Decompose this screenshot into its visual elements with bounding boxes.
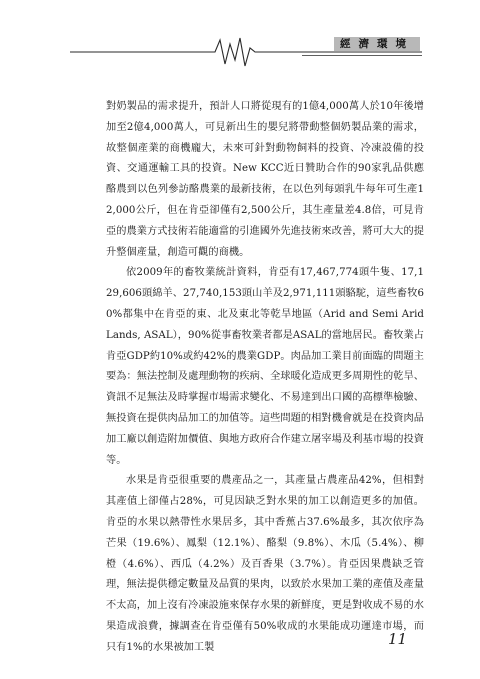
paragraph: 水果是肯亞很重要的農產品之一，其產量占農產品42%，但相對其產值上卻僅占28%，可見因缺乏對水果的加工以創造更多的加值。肯亞的水果以熱帶性水果居多，其中香蕉占37.6%最多，其次依序為芒果（19.6%）、鳳梨（12.1%）、酪梨（9.8%）、木瓜（5.4%）、柳橙（4.6%）、西瓜（4.2%）及百香果（3.7%）。肯亞因果農缺乏管理，無法提供穩定數量及品質的果肉，以致於水果加工業的產值及產量不太高，加上沒有冷凍設施來保存水果的新鮮度，更是對收成不易的水果造成浪費，據調查在肯亞僅有50%收成的水果能成功運達市場，而只有1%的水果被加工製 bbox=[106, 475, 424, 653]
paragraph: 對奶製品的需求提升，預計人口將從現有的1億4,000萬人於10年後增加至2億4,000萬人，可見新出生的嬰兒將帶動整個奶製品業的需求，故整個產業的商機龐大，未來可針對動物飼料的投資、冷凍設備的投資、交通運輸工具的投資。New KCC近日贊助合作的90家乳品供應酪農到以色列參訪酪農業的最新技術，在以色列每頭乳牛每年可生產12,000公斤，但在肯亞卻僅有2,500公斤，其生產量差4.8倍，可見肯亞的農業方式技術若能適當的引進國外先進技術來改善，將可大大的提升整個產量，創造可觀的商機。 bbox=[106, 101, 424, 258]
body-text bbox=[106, 97, 424, 659]
page-number: 11 bbox=[388, 630, 408, 648]
paragraph: 依2009年的畜牧業統計資料，肯亞有17,467,774頭牛隻、17,129,606頭綿羊、27,740,153頭山羊及2,971,111頭駱駝，這些畜牧60%都集中在肯亞的東、北及東北等乾旱地區（Arid and Semi Arid Lands, ASAL），90%從事畜牧業者都是ASAL的當地居民。畜牧業占肯亞GDP約10%或約42%的農業GDP。肉品加工業目前面臨的問題主要為：無法控制及處理動物的疾病、全球暖化造成更多周期性的乾旱、資訊不足無法及時掌握市場需求變化、不易達到出口國的高標準檢驗、無投資在提供肉品加工的加值等。這些問題的相對機會就是在投資肉品加工廠以創造附加價值、與地方政府合作建立屠宰場及利基市場的投資等。 bbox=[106, 267, 424, 466]
page-header bbox=[70, 36, 422, 76]
section-label: 經濟環境 bbox=[334, 37, 420, 51]
